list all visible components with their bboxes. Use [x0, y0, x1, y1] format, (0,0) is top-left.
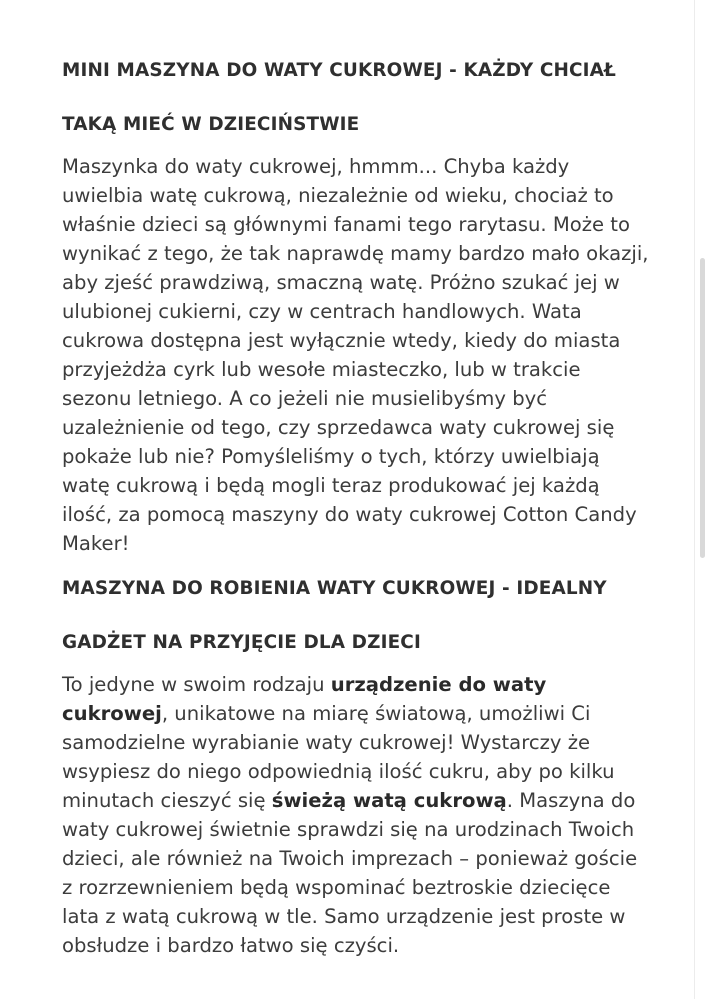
section-heading-1 — [62, 44, 652, 152]
paragraph-2-bold-1: urządzenie do waty cukrowej — [62, 673, 547, 725]
paragraph-1: Maszynka do waty cukrowej, hmmm... Chyba każdy uwielbia watę cukrową, niezależnie od wieku, chociaż to właśnie dzieci są głównymi fanami tego rarytasu. Może to wynikać z tego, że tak naprawdę mamy bardzo mało okazji, aby zjeść prawdziwą, smaczną watę. Próżno szukać jej w ulubionej cukierni, czy w centrach handlowych. Wata cukrowa dostępna jest wyłącznie wtedy, kiedy do miasta przyjeżdża cyrk lub wesołe miasteczko, lub w trakcie sezonu letniego. A co jeżeli nie musielibyśmy być uzależnienie od tego, czy sprzedawca waty cukrowej się pokaże lub nie? Pomyśleliśmy o tych, którzy uwielbiają watę cukrową i będą mogli teraz produkować jej każdą ilość, za pomocą maszyny do waty cukrowej Cotton Candy Maker! — [62, 155, 649, 555]
section-heading-2 — [62, 562, 652, 670]
section-heading-1-line-2: TAKĄ MIEĆ W DZIECIŃSTWIE — [62, 114, 360, 135]
scrollbar[interactable] — [694, 0, 707, 999]
section-heading-1-line-1: MINI MASZYNA DO WATY CUKROWEJ - KAŻDY CHCIAŁ — [62, 60, 617, 81]
paragraph-2-bold-2: świeżą watą cukrową — [271, 789, 507, 812]
paragraph-2-text-1: To jedyne w swoim rodzaju — [62, 673, 331, 696]
paragraph-2-text-3: . Maszyna do waty cukrowej świetnie sprawdzi się na urodzinach Twoich dzieci, ale również na Twoich imprezach – ponieważ goście z rozrzewnieniem będą wspominać beztroskie dziecięce lata z watą cukrową w tle. Samo urządzenie jest proste w obsłudze i bardzo łatwo się czyści. — [62, 789, 638, 957]
section-heading-2-line-1: MASZYNA DO ROBIENIA WATY CUKROWEJ - IDEALNY — [62, 578, 607, 599]
section-heading-2-line-2: GADŻET NA PRZYJĘCIE DLA DZIECI — [62, 632, 421, 653]
paragraph-2 — [62, 670, 652, 960]
article-content — [62, 44, 652, 960]
paragraph-2-text-2: , unikatowe na miarę światową, umożliwi Ci samodzielne wyrabianie waty cukrowej! Wystarczy że wsypiesz do niego odpowiednią ilość cukru, aby po kilku minutach cieszyć się — [62, 702, 615, 812]
scrollbar-thumb[interactable] — [700, 258, 705, 558]
